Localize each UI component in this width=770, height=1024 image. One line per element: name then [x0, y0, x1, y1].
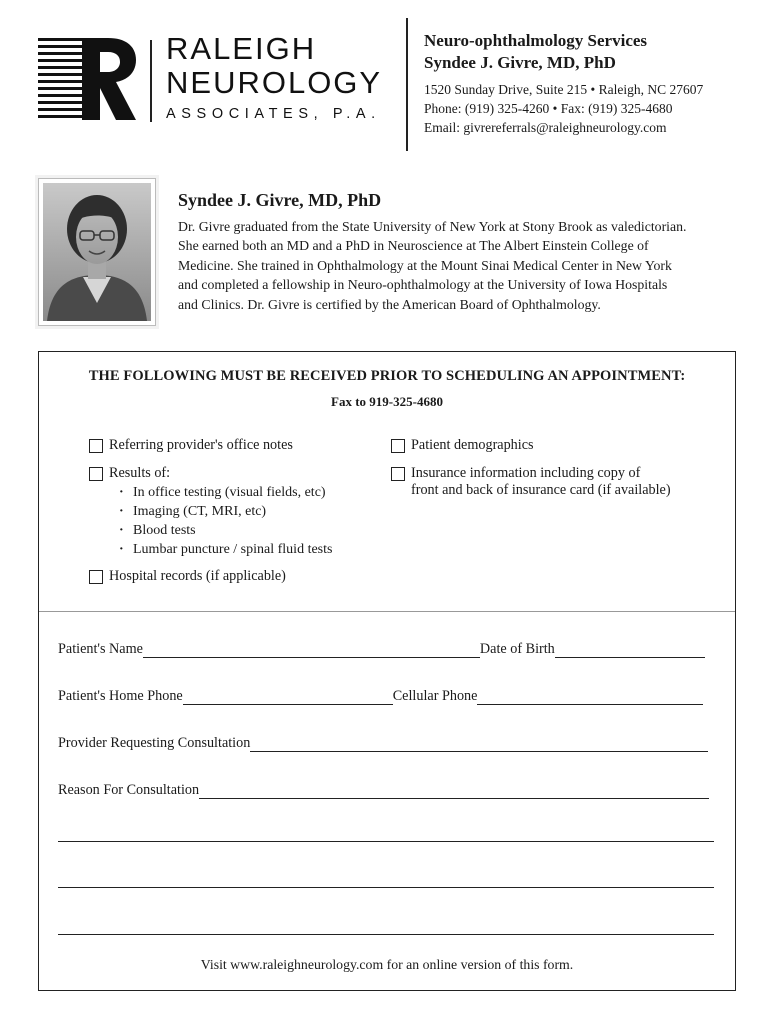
reason-extra-line[interactable] [58, 841, 714, 842]
checkbox-icon[interactable] [391, 467, 405, 481]
checkbox-icon[interactable] [89, 439, 103, 453]
checkbox-demographics[interactable] [391, 436, 534, 455]
list-item: · Imaging (CT, MRI, etc) [119, 502, 332, 521]
cell-phone-label: Cellular Phone [392, 688, 478, 704]
reason-row [58, 779, 709, 799]
list-item: · Blood tests [119, 521, 332, 540]
bio-line: Dr. Givre graduated from the State University of New York at Stony Brook as valedictorian. [178, 219, 687, 234]
bio-line: and Clinics. Dr. Givre is certified by the American Board of Ophthalmology. [178, 296, 601, 312]
dob-label: Date of Birth [479, 641, 555, 657]
checkbox-referring-notes[interactable] [89, 436, 293, 455]
service-title: Neuro-ophthalmology Services [424, 31, 648, 50]
checkbox-icon[interactable] [89, 570, 103, 584]
provider-label: Provider Requesting Consultation [58, 735, 251, 751]
email: Email: givrereferrals@raleighneurology.com [424, 120, 667, 135]
referral-form [38, 351, 736, 991]
online-version-note: Visit www.raleighneurology.com for an online version of this form. [200, 957, 574, 972]
address: 1520 Sunday Drive, Suite 215 • Raleigh, NC 27607 [424, 82, 704, 97]
reason-label: Reason For Consultation [58, 782, 200, 798]
reason-input[interactable] [199, 784, 709, 799]
patient-name-label: Patient's Name [58, 641, 143, 657]
patient-name-input[interactable] [143, 643, 480, 658]
doctor-bio [178, 190, 738, 314]
checkbox-label: Results of: [109, 465, 171, 481]
requirements-title: THE FOLLOWING MUST BE RECEIVED PRIOR TO SCHEDULING AN APPOINTMENT: [88, 368, 686, 384]
checkbox-label: Referring provider's office notes [109, 437, 293, 453]
bio-name: Syndee J. Givre, MD, PhD [178, 190, 382, 210]
logo-line-neurology: NEUROLOGY [166, 65, 383, 100]
header-divider [406, 18, 408, 151]
checkbox-label: Insurance information including copy of [411, 465, 641, 481]
logo-line-raleigh: RALEIGH [166, 31, 317, 66]
checkbox-label: Patient demographics [411, 437, 534, 453]
doctor-photo-frame [38, 178, 156, 326]
reason-extra-line[interactable] [58, 934, 714, 935]
provider-input[interactable] [250, 737, 708, 752]
cell-phone-input[interactable] [477, 690, 703, 705]
doctor-title: Syndee J. Givre, MD, PhD [424, 53, 616, 72]
bio-text [178, 217, 738, 314]
insurance-line-2: front and back of insurance card (if available) [411, 482, 671, 498]
bio-line: Medicine. She trained in Ophthalmology at the Mount Sinai Medical Center in New York [178, 257, 672, 273]
bio-line: and completed a fellowship in Neuro-ophthalmology at the University of Iowa Hospitals [178, 277, 668, 293]
logo-wordmark [166, 32, 382, 122]
dob-input[interactable] [555, 643, 705, 658]
checkbox-insurance[interactable] [391, 464, 640, 483]
checkbox-results-of[interactable] [89, 464, 170, 483]
home-phone-label: Patient's Home Phone [58, 688, 183, 704]
section-divider [39, 611, 735, 612]
list-item: · In office testing (visual fields, etc) [119, 483, 332, 502]
checkbox-icon[interactable] [391, 439, 405, 453]
home-phone-input[interactable] [183, 690, 393, 705]
logo-divider [150, 40, 152, 122]
doctor-portrait-icon [43, 183, 151, 321]
reason-extra-line[interactable] [58, 887, 714, 888]
logo-line-associates: ASSOCIATES, P.A. [166, 106, 381, 122]
bio-line: She earned both an MD and a PhD in Neuroscience at The Albert Einstein College of [178, 238, 649, 254]
contact-block [424, 30, 703, 137]
checkbox-icon[interactable] [89, 467, 103, 481]
patient-name-row [58, 638, 705, 658]
checkbox-label: Hospital records (if applicable) [109, 568, 286, 584]
results-list [119, 483, 332, 559]
checkbox-hospital-records[interactable] [89, 567, 286, 586]
fax-instruction: Fax to 919-325-4680 [331, 394, 443, 409]
raleigh-neurology-logo-icon [38, 36, 138, 122]
list-item: · Lumbar puncture / spinal fluid tests [119, 540, 332, 559]
phone-row [58, 685, 703, 705]
provider-row [58, 732, 708, 752]
phone-fax: Phone: (919) 325-4260 • Fax: (919) 325-4680 [424, 101, 673, 116]
